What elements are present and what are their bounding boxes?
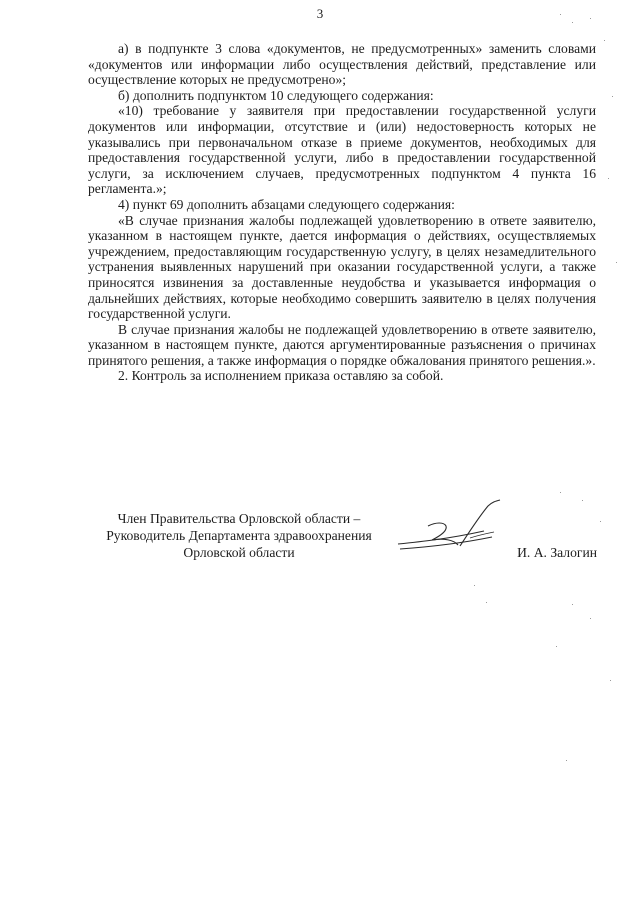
paragraph-complaint-satisfied: «В случае признания жалобы подлежащей удовлетворению в ответе заявителю, указанном в настоящем пункте, дается информация о действиях, осуществляемых учреждением, предоставляющим государственную услугу, в целях незамедлительного устранения выявленных нарушений при оказании государственной услуги, а также приносятся извинения за доставленные неудобства и указывается информация о дальнейших действиях, которые необходимо совершить заявителю в целях получения государственной услуги.	[88, 212, 596, 322]
signatory-position-line: Член Правительства Орловской области –	[117, 511, 361, 526]
paragraph-amendment-a: а) в подпункте 3 слова «документов, не предусмотренных» заменить словами «документов или информации либо осуществления действий, представление или осуществление которых не предусмотрено»;	[88, 41, 596, 88]
document-body	[88, 41, 596, 384]
paragraph-control: 2. Контроль за исполнением приказа оставляю за собой.	[118, 368, 444, 384]
paragraph-point-4: 4) пункт 69 дополнить абзацами следующего содержания:	[118, 196, 455, 212]
signatory-position	[84, 510, 394, 561]
paragraph-subpoint-10: «10) требование у заявителя при предоставлении государственной услуги документов или информации, отсутствие и (или) недостоверность которых не указывались при первоначальном отказе в приеме документов, необходимых для предоставления государственной услуги, либо в предоставлении государственной услуги, за исключением случаев, предусмотренных подпунктом 4 пункта 16 регламента.»;	[88, 103, 596, 197]
paragraph-complaint-rejected: В случае признания жалобы не подлежащей удовлетворению в ответе заявителю, указанном в настоящем пункте, даются аргументированные разъяснения о причинах принятого решения, а также информация о порядке обжалования принятого решения.».	[88, 321, 596, 368]
signatory-position-line: Орловской области	[183, 545, 295, 560]
signer-name: И. А. Залогин	[517, 545, 597, 560]
paragraph-amendment-b: б) дополнить подпунктом 10 следующего содержания:	[118, 87, 434, 103]
page-number: 3	[316, 6, 324, 21]
signatory-position-line: Руководитель Департамента здравоохранения	[106, 528, 372, 543]
